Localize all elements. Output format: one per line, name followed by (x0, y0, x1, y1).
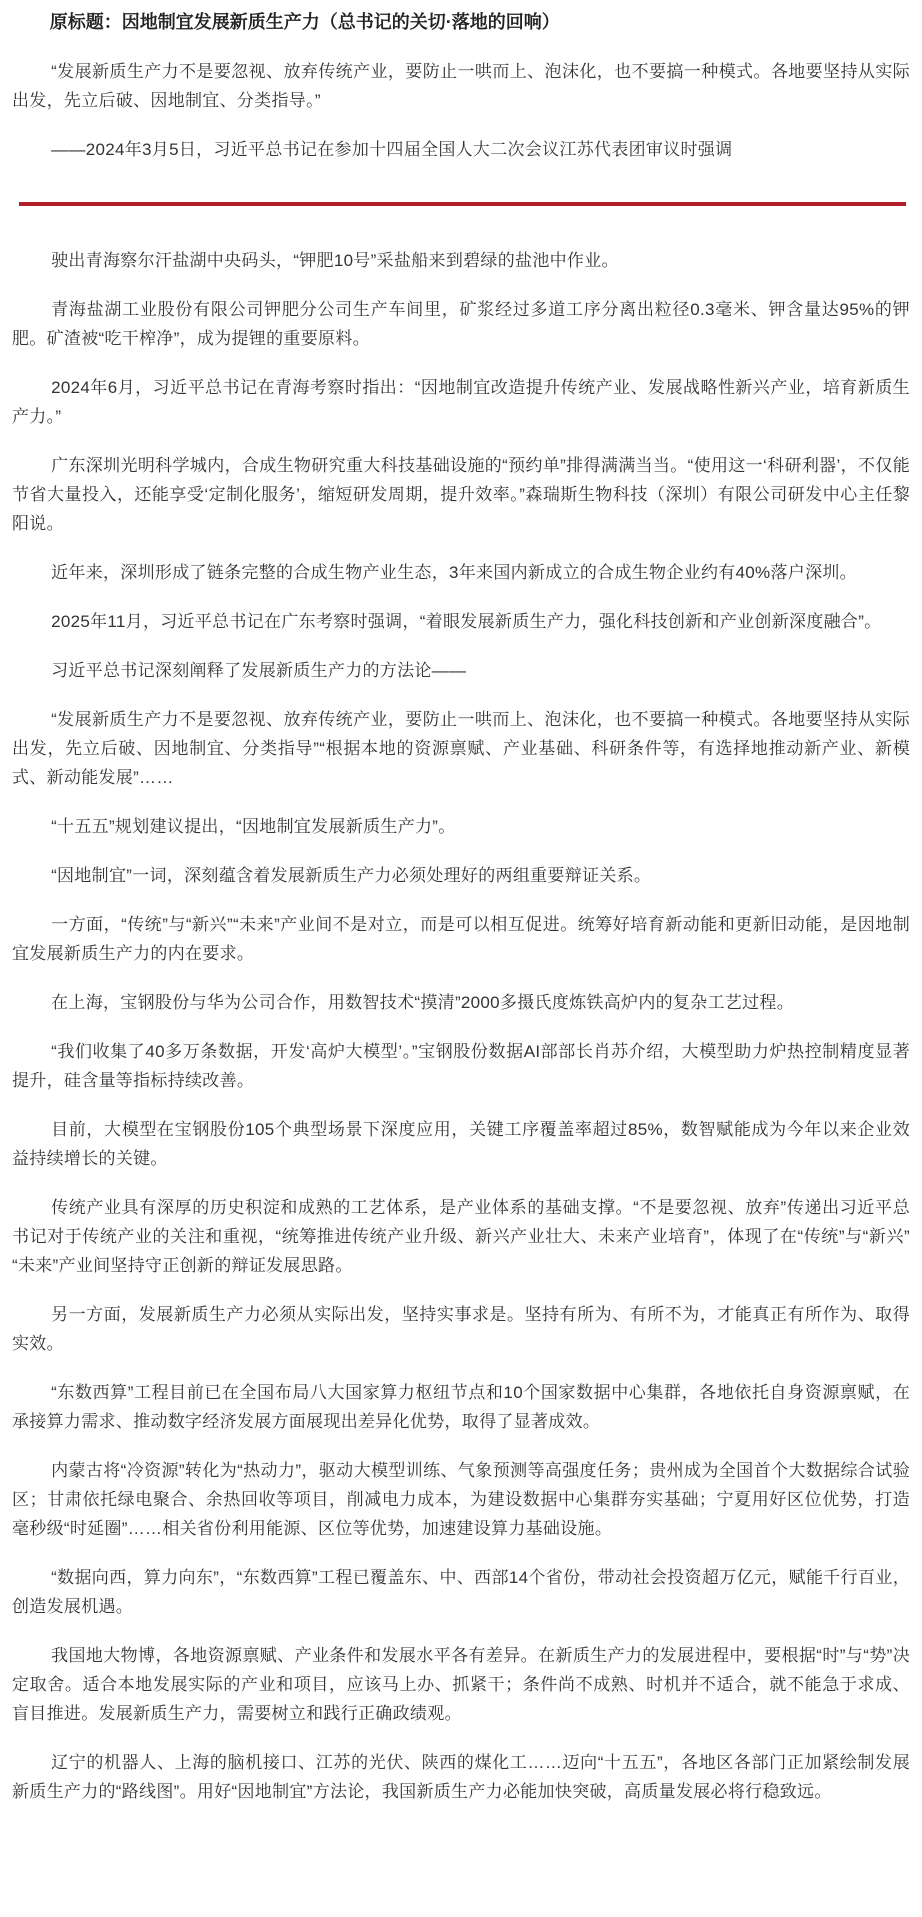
article-paragraph: “发展新质生产力不是要忽视、放弃传统产业，要防止一哄而上、泡沫化，也不要搞一种模式。各地要坚持从实际出发，先立后破、因地制宜、分类指导”“根据本地的资源禀赋、产业基础、科研条件等，有选择地推动新产业、新模式、新动能发展”…… (12, 710, 910, 787)
article-paragraph: 一方面，“传统”与“新兴”“未来”产业间不是对立，而是可以相互促进。统筹好培育新动能和更新旧动能，是因地制宜发展新质生产力的内在要求。 (12, 915, 910, 963)
article-paragraph: “我们收集了40多万条数据，开发‘高炉大模型’。”宝钢股份数据AI部部长肖苏介绍，大模型助力炉热控制精度显著提升，硅含量等指标持续改善。 (12, 1042, 910, 1090)
article-paragraph: “因地制宜”一词，深刻蕴含着发展新质生产力必须处理好的两组重要辩证关系。 (51, 866, 652, 885)
article-paragraph: 在上海，宝钢股份与华为公司合作，用数智技术“摸清”2000多摄氏度炼铁高炉内的复杂工艺过程。 (51, 993, 795, 1012)
article-paragraph: 2024年6月，习近平总书记在青海考察时指出：“因地制宜改造提升传统产业、发展战略性新兴产业，培育新质生产力。” (12, 378, 910, 426)
article-paragraph: 目前，大模型在宝钢股份105个典型场景下深度应用，关键工序覆盖率超过85%，数智赋能成为今年以来企业效益持续增长的关键。 (12, 1120, 910, 1168)
attribution-line: ——2024年3月5日，习近平总书记在参加十四届全国人大二次会议江苏代表团审议时强调 (51, 140, 733, 159)
article-paragraph: 2025年11月，习近平总书记在广东考察时强调，“着眼发展新质生产力，强化科技创新和产业创新深度融合”。 (51, 612, 882, 631)
article-paragraph: 传统产业具有深厚的历史积淀和成熟的工艺体系，是产业体系的基础支撑。“不是要忽视、放弃”传递出习近平总书记对于传统产业的关注和重视，“统筹推进传统产业升级、新兴产业壮大、未来产业培育”，体现了在“传统”与“新兴”“未来”产业间坚持守正创新的辩证发展思路。 (12, 1198, 910, 1275)
article-paragraph: 近年来，深圳形成了链条完整的合成生物产业生态，3年来国内新成立的合成生物企业约有40%落户深圳。 (51, 563, 857, 582)
lead-quote: “发展新质生产力不是要忽视、放弃传统产业，要防止一哄而上、泡沫化，也不要搞一种模式。各地要坚持从实际出发，先立后破、因地制宜、分类指导。” (12, 62, 910, 110)
article-paragraph: 另一方面，发展新质生产力必须从实际出发，坚持实事求是。坚持有所为、有所不为，才能真正有所作为、取得实效。 (12, 1305, 910, 1353)
article-paragraph: “十五五”规划建议提出，“因地制宜发展新质生产力”。 (51, 817, 456, 836)
article-paragraph: 辽宁的机器人、上海的脑机接口、江苏的光伏、陕西的煤化工……迈向“十五五”，各地区各部门正加紧绘制发展新质生产力的“路线图”。用好“因地制宜”方法论，我国新质生产力必能加快突破，高质量发展必将行稳致远。 (12, 1753, 910, 1801)
article-paragraph: 内蒙古将“冷资源”转化为“热动力”，驱动大模型训练、气象预测等高强度任务；贵州成为全国首个大数据综合试验区；甘肃依托绿电聚合、余热回收等项目，削减电力成本，为建设数据中心集群夯实基础；宁夏用好区位优势，打造毫秒级“时延圈”……相关省份利用能源、区位等优势，加速建设算力基础设施。 (12, 1461, 910, 1538)
article-paragraph: “东数西算”工程目前已在全国布局八大国家算力枢纽节点和10个国家数据中心集群，各地依托自身资源禀赋，在承接算力需求、推动数字经济发展方面展现出差异化优势，取得了显著成效。 (12, 1383, 910, 1431)
article-paragraph: 广东深圳光明科学城内，合成生物研究重大科技基础设施的“预约单”排得满满当当。“使用这一‘科研利器’，不仅能节省大量投入，还能享受‘定制化服务’，缩短研发周期，提升效率。”森瑞斯生物科技（深圳）有限公司研发中心主任黎阳说。 (12, 456, 910, 533)
article-paragraph: 青海盐湖工业股份有限公司钾肥分公司生产车间里，矿浆经过多道工序分离出粒径0.3毫米、钾含量达95%的钾肥。矿渣被“吃干榨净”，成为提锂的重要原料。 (12, 300, 910, 348)
red-divider (19, 202, 906, 206)
article-title: 原标题：因地制宜发展新质生产力（总书记的关切·落地的回响） (49, 12, 560, 32)
article-paragraph: 驶出青海察尔汗盐湖中央码头，“钾肥10号”采盐船来到碧绿的盐池中作业。 (51, 251, 619, 270)
article-paragraph: “数据向西，算力向东”，“东数西算”工程已覆盖东、中、西部14个省份，带动社会投资超万亿元，赋能千行百业，创造发展机遇。 (12, 1568, 910, 1616)
article-paragraph: 我国地大物博，各地资源禀赋、产业条件和发展水平各有差异。在新质生产力的发展进程中，要根据“时”与“势”决定取舍。适合本地发展实际的产业和项目，应该马上办、抓紧干；条件尚不成熟、时机并不适合，就不能急于求成、盲目推进。发展新质生产力，需要树立和践行正确政绩观。 (12, 1646, 910, 1723)
article-body (12, 246, 910, 1806)
article-paragraph: 习近平总书记深刻阐释了发展新质生产力的方法论—— (51, 661, 467, 680)
